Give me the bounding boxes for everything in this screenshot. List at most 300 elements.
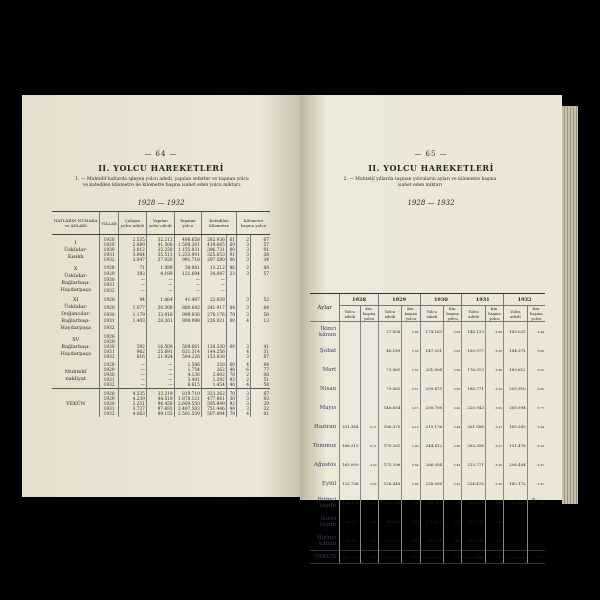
page-edges <box>562 106 578 504</box>
table-cell: 1928 <box>100 360 118 368</box>
table-cell: 27.858 <box>378 322 402 342</box>
sub-header: Yolcu adedi <box>420 306 444 322</box>
table-cell: 84 <box>251 360 270 368</box>
table-cell: 3.34 <box>527 436 545 455</box>
table-cell: — <box>118 360 146 368</box>
table-cell: 3.47 <box>527 474 545 493</box>
total-row <box>310 551 545 564</box>
table-cell: 77 <box>251 368 270 373</box>
table-cell <box>340 379 360 398</box>
header-cell: Yapılan sefer adedi <box>146 212 174 235</box>
table-cell: 328 <box>201 360 226 368</box>
lines-table-header <box>52 212 270 235</box>
month-name: Haziran <box>314 423 337 430</box>
table-cell: 3 <box>237 305 251 312</box>
table-cell: 3 <box>237 312 251 319</box>
table-cell: 220.943 <box>462 398 486 417</box>
table-cell: 172.256 <box>462 512 486 531</box>
table-cell: 92 <box>226 402 236 407</box>
table-cell: 3.77 <box>527 398 545 417</box>
table-cell: 125.738 <box>340 474 360 493</box>
table-cell: 00 <box>226 248 236 253</box>
month-row <box>310 398 545 417</box>
table-cell: 3 <box>237 243 251 248</box>
table-cell: 32 <box>251 407 270 412</box>
table-cell: 185.265 <box>504 417 528 436</box>
table-cell: 3.55 <box>402 512 420 531</box>
year-header: 1931 <box>462 294 504 306</box>
month-row <box>310 379 545 398</box>
right-page-subtitle: 2. — Muhtelif yıllarda taşınan yolcuların ayları ve kilometre başına isabet eden miktarı <box>343 177 497 188</box>
table-cell: 4.535 <box>118 389 146 398</box>
table-cell: 76.909 <box>340 531 360 551</box>
table-cell: — <box>174 288 201 294</box>
table-cell: 3.41 <box>444 493 462 512</box>
table-cell: 6.615 <box>174 383 201 389</box>
year-header: 1932 <box>504 294 545 306</box>
table-cell: 3.93 <box>402 551 420 564</box>
table-cell: 3 <box>237 253 251 258</box>
table-cell: 93 <box>226 378 236 383</box>
table-cell: 419.665 <box>201 243 226 248</box>
table-cell: 228.956 <box>420 474 444 493</box>
table-cell: 3.65 <box>444 531 462 551</box>
table-cell: 3.52 <box>402 493 420 512</box>
table-cell: 1.064 <box>146 294 174 305</box>
table-cell: 35.513 <box>146 253 174 258</box>
table-cell: 4 <box>237 350 251 355</box>
table-cell: 2.497.583 <box>174 407 201 412</box>
table-cell <box>340 398 360 417</box>
month-row <box>310 436 545 455</box>
table-cell: 3.59 <box>402 341 420 360</box>
table-cell: 1930 <box>100 312 118 319</box>
table-cell: 323.262 <box>201 389 226 398</box>
table-cell: 171.857 <box>420 512 444 531</box>
table-cell: 3.70 <box>527 551 545 564</box>
table-cell: 206.404 <box>504 455 528 474</box>
table-cell: 4.063 <box>118 412 146 417</box>
table-cell <box>360 322 378 342</box>
table-cell: 3 <box>237 402 251 407</box>
table-cell: 1930 <box>100 248 118 253</box>
month-name: Mayıs <box>319 404 337 411</box>
table-cell: 3.88 <box>485 322 503 342</box>
table-cell: 1929 <box>100 272 118 278</box>
table-cell: 1929 <box>100 243 118 248</box>
table-cell: 278.176 <box>201 312 226 319</box>
header-cell: Katedilen Kilometre <box>201 212 236 235</box>
table-cell: 819.719 <box>340 551 360 564</box>
table-cell: — <box>201 288 226 294</box>
table-cell: 3.40 <box>485 474 503 493</box>
table-cell: — <box>201 283 226 289</box>
table-cell: 198.747 <box>420 493 444 512</box>
table-cell: 1932 <box>100 383 118 389</box>
table-cell: 35.258 <box>146 248 174 253</box>
table-cell: 224.476 <box>462 474 486 493</box>
aylar-header: Aylar <box>310 294 340 322</box>
table-cell <box>146 325 174 332</box>
table-cell: 1928 <box>100 235 118 244</box>
month-name: Nisan <box>320 385 337 392</box>
table-cell <box>360 341 378 360</box>
month-row <box>310 360 545 379</box>
table-cell: 3.30 <box>444 436 462 455</box>
table-cell: 1930 <box>100 402 118 407</box>
table-cell <box>504 512 528 531</box>
table-cell: 1929 <box>100 305 118 312</box>
left-page-title: II. YOLCU HAREKETLERİ <box>98 163 224 173</box>
table-cell: 175.396 <box>378 455 402 474</box>
table-cell: 241.917 <box>201 305 226 312</box>
right-page <box>300 95 562 560</box>
table-cell: 41.487 <box>174 294 201 305</box>
table-cell <box>237 325 251 332</box>
table-cell: 3 <box>237 355 251 360</box>
table-cell: 991.718 <box>174 258 201 263</box>
left-page-years: 1928 — 1932 <box>137 199 185 207</box>
table-cell: 147.331 <box>420 341 444 360</box>
table-cell <box>201 325 226 332</box>
table-cell: 255.018 <box>462 493 486 512</box>
header-cell: Kilometre başına yolcu <box>237 212 270 235</box>
table-cell: 4.136 <box>174 373 201 378</box>
table-cell: 751.446 <box>201 407 226 412</box>
table-cell: 266.054 <box>420 455 444 474</box>
table-cell <box>201 332 226 340</box>
table-cell: 3.047 <box>118 258 146 263</box>
table-cell: 99.155 <box>146 412 174 417</box>
table-cell <box>237 332 251 340</box>
table-cell: 1928 <box>100 294 118 305</box>
table-cell: 880.642 <box>174 305 201 312</box>
table-cell: 57 <box>251 272 270 278</box>
table-cell: 29 <box>251 402 270 407</box>
table-cell: 186.771 <box>462 379 486 398</box>
month-name: İkinci kânun <box>318 325 337 338</box>
table-cell: 2.305.089 <box>504 551 528 564</box>
table-cell: 1.155.931 <box>174 248 201 253</box>
table-cell: 201.888 <box>462 417 486 436</box>
table-cell: 209.475 <box>420 379 444 398</box>
table-cell: 176.313 <box>462 360 486 379</box>
table-cell: 1929 <box>100 397 118 402</box>
table-cell: 262 <box>201 368 226 373</box>
table-cell: 70 <box>226 389 236 398</box>
month-row <box>310 474 545 493</box>
table-cell: 3 <box>237 294 251 305</box>
table-cell: 2 <box>237 235 251 244</box>
table-cell: 3.90 <box>527 493 545 512</box>
table-cell: 3 <box>237 258 251 263</box>
table-cell: 185.172 <box>504 474 528 493</box>
table-cell <box>360 398 378 417</box>
right-page-years: 1928 — 1932 <box>407 199 455 207</box>
header-cell: YILLAR <box>100 212 118 235</box>
table-cell: 3.60 <box>527 379 545 398</box>
table-cell <box>146 332 174 340</box>
table-cell: 4.02 <box>360 531 378 551</box>
table-cell: 816 <box>118 355 146 360</box>
table-row <box>52 332 270 340</box>
table-cell: 3 <box>237 389 251 398</box>
table-cell: 1932 <box>100 355 118 360</box>
table-cell: 2.501.559 <box>174 412 201 417</box>
table-cell: 86.291 <box>340 512 360 531</box>
table-cell: 22.839 <box>201 294 226 305</box>
table-cell: 3.064 <box>118 253 146 258</box>
table-cell: 165.009 <box>340 455 360 474</box>
table-cell: 3 <box>237 397 251 402</box>
table-cell: 2.889 <box>118 243 146 248</box>
table-cell: — <box>146 378 174 383</box>
table-cell: 621.314 <box>174 350 201 355</box>
table-cell: — <box>118 368 146 373</box>
table-cell: 1931 <box>100 350 118 355</box>
table-cell: 166.074 <box>420 531 444 551</box>
table-cell: 28.261 <box>146 318 174 325</box>
table-cell: 00 <box>226 318 236 325</box>
table-cell: 32.213 <box>146 235 174 244</box>
line-name: XV Bağlarbaşı- Haydarpaşa <box>60 337 91 357</box>
table-cell: 3.45 <box>485 493 503 512</box>
table-cell: 1.586 <box>174 360 201 368</box>
table-cell: 69 <box>226 243 236 248</box>
month-name: Şubat <box>319 347 337 354</box>
left-page <box>22 95 300 497</box>
sub-header: Km. başına yolcu <box>444 306 462 322</box>
year-header: 1930 <box>420 294 462 306</box>
table-cell: 2.509.786 <box>420 551 444 564</box>
table-cell: — <box>174 277 201 283</box>
table-cell: 16.509 <box>146 345 174 350</box>
table-cell: 3.52 <box>527 360 545 379</box>
header-cell: Taşınan yolcu <box>174 212 201 235</box>
sub-header: Yolcu adedi <box>462 306 486 322</box>
table-cell <box>118 332 146 340</box>
sub-header-row <box>310 306 545 322</box>
table-cell: 46.189 <box>378 341 402 360</box>
table-cell: 3.30 <box>485 455 503 474</box>
table-cell: 79 <box>226 312 236 319</box>
line-name: Muhtelif nakliyat <box>64 368 87 382</box>
table-cell: 84 <box>226 305 236 312</box>
table-cell: 128.330 <box>201 345 226 350</box>
table-cell: 898.098 <box>174 318 201 325</box>
table-cell: — <box>146 288 174 294</box>
table-cell: 1928 <box>100 263 118 272</box>
table-cell: 3.32 <box>485 551 503 564</box>
table-cell: 4 <box>237 383 251 389</box>
table-cell <box>226 294 236 305</box>
table-cell <box>360 379 378 398</box>
table-cell: 3.64 <box>444 322 462 342</box>
table-cell: 4 <box>237 412 251 417</box>
table-cell: — <box>118 277 146 283</box>
table-row <box>52 389 270 398</box>
table-cell: 60 <box>226 360 236 368</box>
table-row <box>52 263 270 272</box>
sub-header: Km. başına yolcu <box>527 306 545 322</box>
table-cell: 37.020 <box>146 258 174 263</box>
table-cell: 3.50 <box>444 360 462 379</box>
table-cell: 1930 <box>100 373 118 378</box>
table-cell: 201.364 <box>340 417 360 436</box>
table-cell: 219.176 <box>420 417 444 436</box>
table-cell: 201.894 <box>420 360 444 379</box>
table-cell: 3.61 <box>360 512 378 531</box>
table-cell: 2.609.550 <box>174 402 201 407</box>
table-cell: 93 <box>251 397 270 402</box>
table-cell: 3.54 <box>402 455 420 474</box>
year-header: 1928 <box>340 294 378 306</box>
table-cell: 1931 <box>100 253 118 258</box>
table-cell: 1.500.261 <box>174 243 201 248</box>
table-cell: 594.226 <box>174 355 201 360</box>
table-cell: 121.694 <box>174 272 201 278</box>
table-cell: 3.42 <box>444 474 462 493</box>
table-cell: 1.077 <box>118 305 146 312</box>
table-cell: 2 <box>237 373 251 378</box>
month-row <box>310 341 545 360</box>
table-cell: 23 <box>226 272 236 278</box>
table-cell: 79.062 <box>378 379 402 398</box>
table-cell <box>226 325 236 332</box>
table-cell <box>251 332 270 340</box>
table-cell: 3.44 <box>444 417 462 436</box>
table-cell: 166.315 <box>340 436 360 455</box>
line-name: X Üsküdar- Bağlarbaşı- Haydarpaşa <box>60 266 91 293</box>
page-footer-number: 5 <box>532 498 536 505</box>
open-book <box>0 80 600 560</box>
left-page-number: — 64 — <box>144 150 178 158</box>
month-name: Birinci teşrin <box>317 496 337 509</box>
table-cell: 1932 <box>100 258 118 263</box>
table-cell: 3 <box>237 248 251 253</box>
table-cell: 3.90 <box>402 436 420 455</box>
table-cell: 146.654 <box>378 398 402 417</box>
table-cell: 3.80 <box>402 322 420 342</box>
month-name: Mart <box>322 366 337 373</box>
table-cell: 91 <box>226 253 236 258</box>
table-cell: 3.67 <box>360 551 378 564</box>
month-row <box>310 493 545 512</box>
table-cell: 64 <box>251 305 270 312</box>
table-cell: 174.163 <box>420 322 444 342</box>
table-cell: 54 <box>251 383 270 389</box>
table-cell: 3.48 <box>485 360 503 379</box>
table-cell: — <box>174 283 201 289</box>
table-cell: 4.15 <box>402 398 420 417</box>
table-cell: 325.653 <box>201 253 226 258</box>
table-cell <box>174 332 201 340</box>
lines-table <box>52 211 270 417</box>
table-cell: 3.58 <box>485 379 503 398</box>
table-cell: 96.458 <box>146 402 174 407</box>
table-cell: 3.62 <box>444 341 462 360</box>
table-cell: 52 <box>251 294 270 305</box>
table-cell: 2 <box>237 263 251 272</box>
table-cell: 00 <box>226 345 236 350</box>
right-page-title: II. YOLCU HAREKETLERİ <box>368 163 494 173</box>
right-page-number: — 65 — <box>414 150 448 158</box>
table-cell: 4.71 <box>360 436 378 455</box>
table-cell: 98 <box>226 407 236 412</box>
table-cell: 507.094 <box>201 412 226 417</box>
table-cell: 2.535 <box>118 235 146 244</box>
table-cell: 3.47 <box>527 455 545 474</box>
table-cell: 4 <box>237 318 251 325</box>
table-cell: 1930 <box>100 277 118 283</box>
table-cell: 3.76 <box>360 493 378 512</box>
table-cell: 1.179 <box>118 312 146 319</box>
table-cell <box>360 360 378 379</box>
table-cell: 3.58 <box>485 341 503 360</box>
table-cell: 186.375 <box>378 417 402 436</box>
table-cell: 3 <box>237 272 251 278</box>
table-cell <box>527 531 545 551</box>
table-cell: 41.508 <box>146 243 174 248</box>
table-row <box>52 235 270 244</box>
table-cell: 57 <box>251 243 270 248</box>
table-cell: 67 <box>251 389 270 398</box>
table-cell: 962 <box>118 350 146 355</box>
table-cell <box>527 512 545 531</box>
header-cell: Çalışan yolcu adedi <box>118 212 146 235</box>
table-cell: 134.478 <box>340 493 360 512</box>
table-cell: 3.251 <box>118 402 146 407</box>
table-cell: 38 <box>251 253 270 258</box>
sub-header: Yolcu adedi <box>378 306 402 322</box>
table-cell: 01 <box>251 248 270 253</box>
table-cell: — <box>146 360 174 368</box>
table-cell: 95.650 <box>378 512 402 531</box>
table-cell <box>251 325 270 332</box>
table-cell: 125.154 <box>378 493 402 512</box>
table-cell: 105.975 <box>378 531 402 551</box>
table-cell: — <box>201 277 226 283</box>
table-cell: 1.089 <box>146 263 174 272</box>
table-cell: 4 <box>237 360 251 368</box>
table-cell: 3.441 <box>174 378 201 383</box>
table-cell: 30.308 <box>146 305 174 312</box>
table-cell <box>340 341 360 360</box>
table-cell: 3.60 <box>527 341 545 360</box>
table-cell: 1931 <box>100 318 118 325</box>
table-cell: 34 <box>251 258 270 263</box>
month-row <box>310 322 545 342</box>
total-label: YEKÛN <box>310 551 340 564</box>
table-cell: 1931 <box>100 407 118 412</box>
table-cell: 3.72 <box>485 531 503 551</box>
table-cell: 191.478 <box>504 436 528 455</box>
table-cell: 3 <box>237 407 251 412</box>
table-cell: 148.753 <box>462 531 486 551</box>
table-cell: 205.910 <box>504 379 528 398</box>
table-cell: 41 <box>251 345 270 350</box>
table-cell: 3 <box>237 345 251 350</box>
table-cell: 1.378.121 <box>378 551 402 564</box>
sub-header: Km. başına yolcu <box>402 306 420 322</box>
table-cell <box>226 332 236 340</box>
table-row <box>52 360 270 368</box>
table-cell: 3.52 <box>402 360 420 379</box>
table-cell: — <box>118 383 146 389</box>
month-name: İkinci teşrin <box>320 515 337 528</box>
table-cell: 4.10 <box>402 417 420 436</box>
table-cell: 67 <box>251 235 270 244</box>
